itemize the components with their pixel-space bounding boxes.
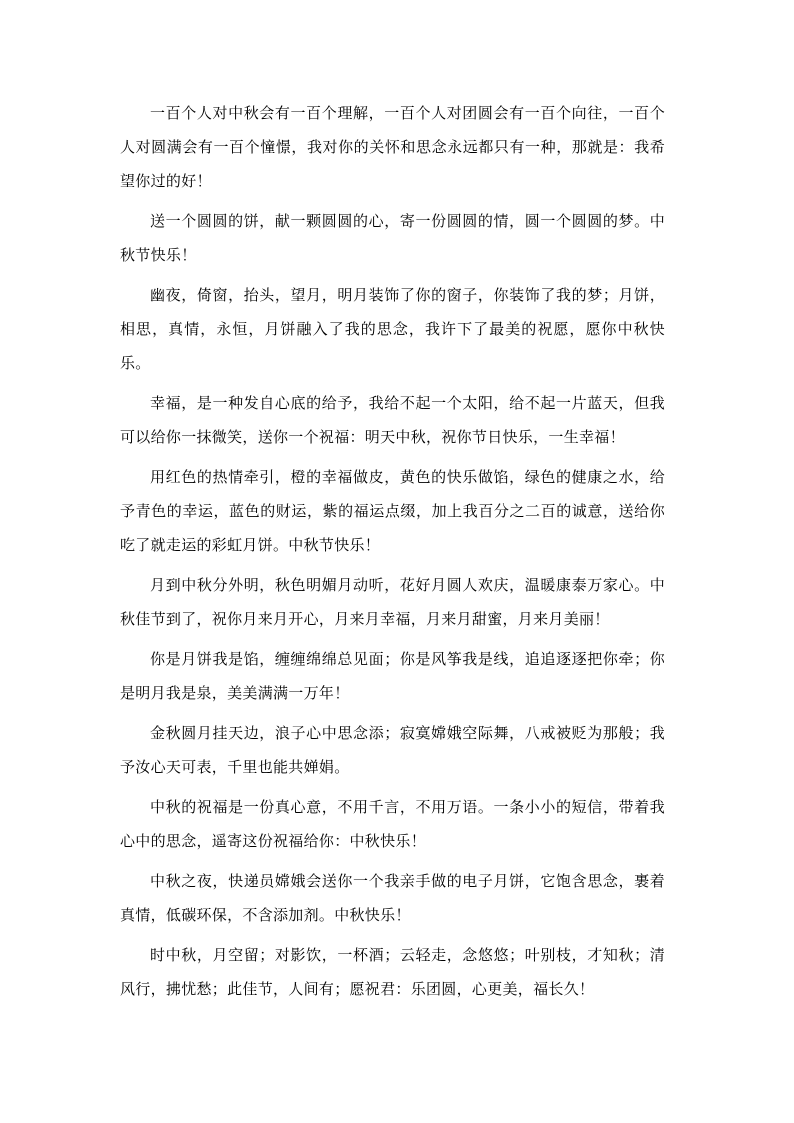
paragraph: 中秋之夜，快递员嫦娥会送你一个我亲手做的电子月饼，它饱含思念，裹着真情，低碳环保，不含添加剂。中秋快乐！ xyxy=(120,872,665,924)
paragraph: 你是月饼我是馅，缠缠绵绵总见面；你是风筝我是线，追追逐逐把你牵；你是明月我是泉，美美满满一万年！ xyxy=(120,650,665,702)
paragraph: 金秋圆月挂天边，浪子心中思念添；寂寞嫦娥空际舞，八戒被贬为那般；我予汝心天可表，千里也能共婵娟。 xyxy=(120,724,665,776)
paragraph: 一百个人对中秋会有一百个理解，一百个人对团圆会有一百个向往，一百个人对圆满会有一百个憧憬，我对你的关怀和思念永远都只有一种，那就是：我希望你过的好！ xyxy=(120,104,665,190)
paragraph: 送一个圆圆的饼，献一颗圆圆的心，寄一份圆圆的情，圆一个圆圆的梦。中秋节快乐！ xyxy=(120,212,665,264)
paragraph: 中秋的祝福是一份真心意，不用千言，不用万语。一条小小的短信，带着我心中的思念，遥寄这份祝福给你：中秋快乐！ xyxy=(120,798,665,850)
document-page xyxy=(120,96,665,1012)
paragraph: 用红色的热情牵引，橙的幸福做皮，黄色的快乐做馅，绿色的健康之水，给予青色的幸运，蓝色的财运，紫的福运点缀，加上我百分之二百的诚意，送给你吃了就走运的彩虹月饼。中秋节快乐！ xyxy=(120,468,665,554)
paragraph: 时中秋，月空留；对影饮，一杯酒；云轻走，念悠悠；叶别枝，才知秋；清风行，拂忧愁；此佳节，人间有；愿祝君：乐团圆，心更美，福长久！ xyxy=(120,946,665,998)
paragraph: 幸福，是一种发自心底的给予，我给不起一个太阳，给不起一片蓝天，但我可以给你一抹微笑，送你一个祝福：明天中秋，祝你节日快乐，一生幸福！ xyxy=(120,394,665,446)
paragraph: 幽夜，倚窗，抬头，望月，明月装饰了你的窗子，你装饰了我的梦；月饼，相思，真情，永恒，月饼融入了我的思念，我许下了最美的祝愿，愿你中秋快乐。 xyxy=(120,286,665,372)
paragraph: 月到中秋分外明，秋色明媚月动听，花好月圆人欢庆，温暖康泰万家心。中秋佳节到了，祝你月来月开心，月来月幸福，月来月甜蜜，月来月美丽！ xyxy=(120,576,665,628)
